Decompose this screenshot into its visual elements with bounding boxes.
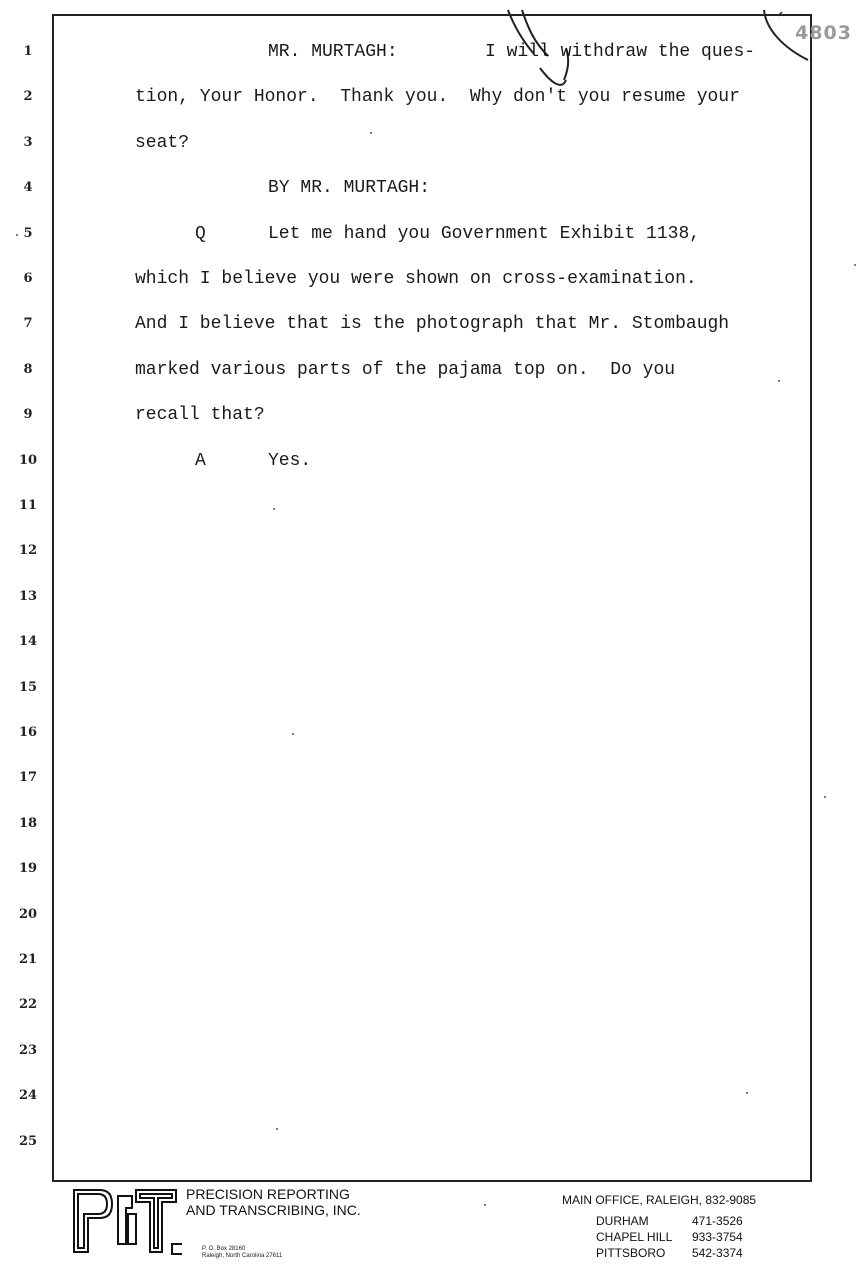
- address-line: P. O. Box 28160: [202, 1246, 246, 1252]
- line-number: 8: [23, 362, 33, 377]
- line-number: 19: [18, 861, 38, 876]
- pt-logo: [70, 1186, 182, 1260]
- scan-speck: [484, 1204, 486, 1206]
- firm-name-line: AND TRANSCRIBING, INC.: [186, 1202, 361, 1218]
- line-number: 9: [23, 407, 33, 422]
- scan-speck: [746, 1092, 748, 1094]
- transcript-line: And I believe that is the photograph that Mr. Stombaugh: [135, 314, 730, 334]
- line-number: 12: [18, 543, 38, 558]
- branch-phone: 933-3754: [692, 1230, 743, 1244]
- examination-heading: BY MR. MURTAGH:: [268, 178, 431, 198]
- question-marker: Q: [195, 224, 206, 244]
- line-number: 22: [18, 997, 38, 1012]
- line-number: 13: [18, 589, 38, 604]
- line-number: 23: [18, 1043, 38, 1058]
- branch-city: PITTSBORO: [596, 1246, 666, 1260]
- scan-speck: [824, 796, 826, 798]
- firm-name-line: PRECISION REPORTING: [186, 1186, 350, 1202]
- transcript-line: marked various parts of the pajama top on. Do you: [135, 360, 676, 380]
- answer-marker: A: [195, 451, 206, 471]
- scan-speck: [273, 508, 275, 510]
- transcript-line: Yes.: [268, 451, 312, 471]
- address-line: Raleigh, North Carolina 27611: [202, 1253, 283, 1259]
- line-number: 24: [18, 1088, 38, 1103]
- line-number: 10: [18, 453, 38, 468]
- line-number: 7: [23, 316, 33, 331]
- transcript-line: seat?: [135, 133, 190, 153]
- line-number: 4: [23, 180, 33, 195]
- speaker-label: MR. MURTAGH:: [268, 42, 398, 62]
- branch-city: DURHAM: [596, 1214, 649, 1228]
- line-number: 20: [18, 907, 38, 922]
- scan-speck: [778, 380, 780, 382]
- branch-phone: 471-3526: [692, 1214, 743, 1228]
- transcript-line: recall that?: [135, 405, 265, 425]
- branch-phone: 542-3374: [692, 1246, 743, 1260]
- line-number: 6: [23, 271, 33, 286]
- line-number: 25: [18, 1134, 38, 1149]
- scan-speck: [292, 733, 294, 735]
- line-number: 15: [18, 680, 38, 695]
- corner-stroke-mark: [760, 8, 810, 68]
- branch-city: CHAPEL HILL: [596, 1230, 673, 1244]
- line-number: 2: [23, 89, 33, 104]
- line-number: 11: [18, 498, 38, 513]
- firm-name: [186, 1186, 361, 1218]
- scan-speck: [854, 264, 856, 266]
- transcript-line: tion, Your Honor. Thank you. Why don't you resume your: [135, 87, 740, 107]
- firm-address: [202, 1246, 282, 1260]
- main-office: MAIN OFFICE, RALEIGH, 832-9085: [562, 1193, 757, 1207]
- line-number: 14: [18, 634, 38, 649]
- line-number: 17: [18, 770, 38, 785]
- line-number: 1: [23, 44, 33, 59]
- line-number: 3: [23, 135, 33, 150]
- transcript-page-frame: [52, 14, 812, 1182]
- line-number: 5: [23, 226, 33, 241]
- transcript-line: which I believe you were shown on cross-examination.: [135, 269, 697, 289]
- scan-speck: [276, 1128, 278, 1130]
- page-number-stamp: 4803: [795, 22, 852, 44]
- line-number: 21: [18, 952, 38, 967]
- scan-speck: [16, 234, 18, 236]
- line-number: 18: [18, 816, 38, 831]
- scan-speck: [370, 132, 372, 134]
- transcript-line: Let me hand you Government Exhibit 1138,: [268, 224, 701, 244]
- line-number: 16: [18, 725, 38, 740]
- transcript-line: I will withdraw the ques-: [485, 42, 756, 62]
